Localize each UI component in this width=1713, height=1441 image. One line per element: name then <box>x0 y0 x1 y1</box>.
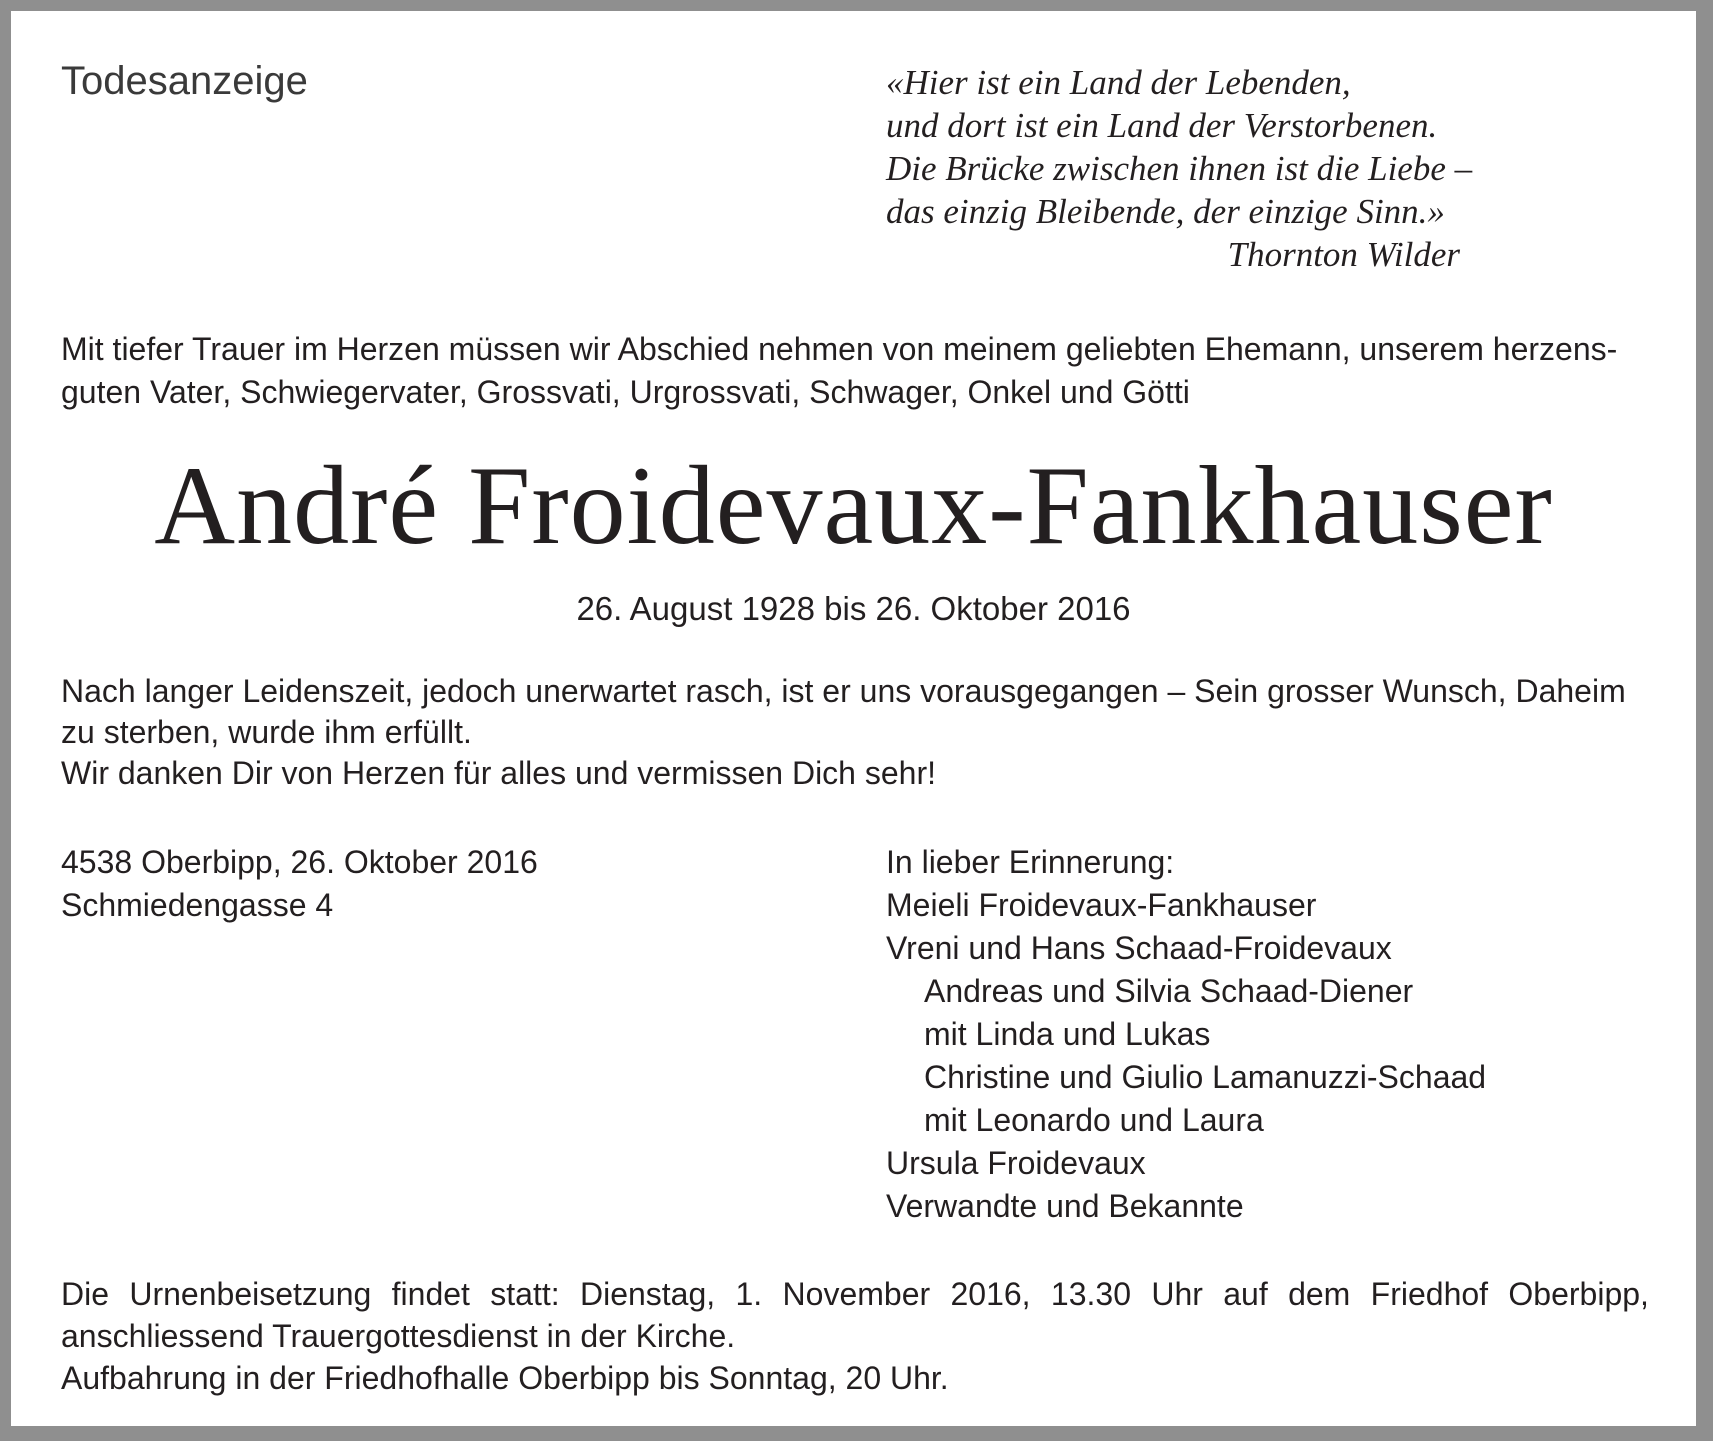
message-line: Wir danken Dir von Herzen für alles und vermissen Dich sehr! <box>61 755 936 791</box>
funeral-word: Dienstag, <box>579 1276 716 1312</box>
funeral-line-justified <box>61 1273 1649 1315</box>
life-dates: 26. August 1928 bis 26. Oktober 2016 <box>576 590 1131 627</box>
quote-line: Die Brücke zwischen ihnen ist die Liebe – <box>886 149 1473 188</box>
funeral-word: 2016, <box>950 1276 1031 1312</box>
mourner-name: mit Linda und Lukas <box>924 1016 1211 1052</box>
funeral-line: Aufbahrung in der Friedhofhalle Oberbipp bis Sonntag, 20 Uhr. <box>61 1360 949 1396</box>
place-and-address <box>61 841 538 927</box>
funeral-word: dem <box>1288 1276 1351 1312</box>
quote-line: das einzig Bleibende, der einzige Sinn.» <box>886 192 1445 231</box>
funeral-word: Urnenbeisetzung <box>129 1276 372 1312</box>
funeral-word: November <box>782 1276 931 1312</box>
mourners-list <box>886 841 1486 1228</box>
funeral-word: Friedhof <box>1370 1276 1489 1312</box>
mourners-heading: In lieber Erinnerung: <box>886 844 1175 880</box>
funeral-word: 1. <box>735 1276 763 1312</box>
mourner-name: mit Leonardo und Laura <box>924 1102 1264 1138</box>
intro-line: Mit tiefer Trauer im Herzen müssen wir Abschied nehmen von meinem geliebten Ehemann, unserem herzens- <box>61 331 1618 367</box>
funeral-info <box>61 1273 1661 1399</box>
quote-author: Thornton Wilder <box>1227 235 1460 274</box>
message-line: Nach langer Leidenszeit, jedoch unerwartet rasch, ist er uns vorausgegangen – Sein grosser Wunsch, Daheim <box>61 673 1626 709</box>
funeral-word: auf <box>1223 1276 1268 1312</box>
funeral-word: Die <box>61 1276 110 1312</box>
address: Schmiedengasse 4 <box>61 887 334 923</box>
intro-text <box>61 328 1661 414</box>
quote-line: «Hier ist ein Land der Lebenden, <box>886 63 1351 102</box>
mourner-name: Ursula Froidevaux <box>886 1145 1146 1181</box>
message-line: zu sterben, wurde ihm erfüllt. <box>61 714 472 750</box>
mourner-name: Vreni und Hans Schaad-Froidevaux <box>886 930 1392 966</box>
deceased-name: André Froidevaux-Fankhauser <box>154 444 1553 568</box>
quote-block <box>886 61 1486 276</box>
ad-type-label: Todesanzeige <box>61 59 308 103</box>
quote-line: und dort ist ein Land der Verstorbenen. <box>886 106 1438 145</box>
obituary-page <box>11 11 1696 1426</box>
funeral-line: anschliessend Trauergottesdienst in der Kirche. <box>61 1318 736 1354</box>
farewell-message <box>61 671 1661 794</box>
place-date: 4538 Oberbipp, 26. Oktober 2016 <box>61 844 538 880</box>
funeral-word: Uhr <box>1151 1276 1203 1312</box>
funeral-word: 13.30 <box>1050 1276 1131 1312</box>
intro-line: guten Vater, Schwiegervater, Grossvati, Urgrossvati, Schwager, Onkel und Götti <box>61 374 1190 410</box>
mourner-name: Christine und Giulio Lamanuzzi-Schaad <box>924 1059 1487 1095</box>
mourner-name: Meieli Froidevaux-Fankhauser <box>886 887 1317 923</box>
funeral-word: findet <box>391 1276 470 1312</box>
funeral-word: statt: <box>490 1276 560 1312</box>
mourner-name: Andreas und Silvia Schaad-Diener <box>924 973 1414 1009</box>
funeral-word: Oberbipp, <box>1508 1276 1649 1312</box>
mourner-name: Verwandte und Bekannte <box>886 1188 1244 1224</box>
